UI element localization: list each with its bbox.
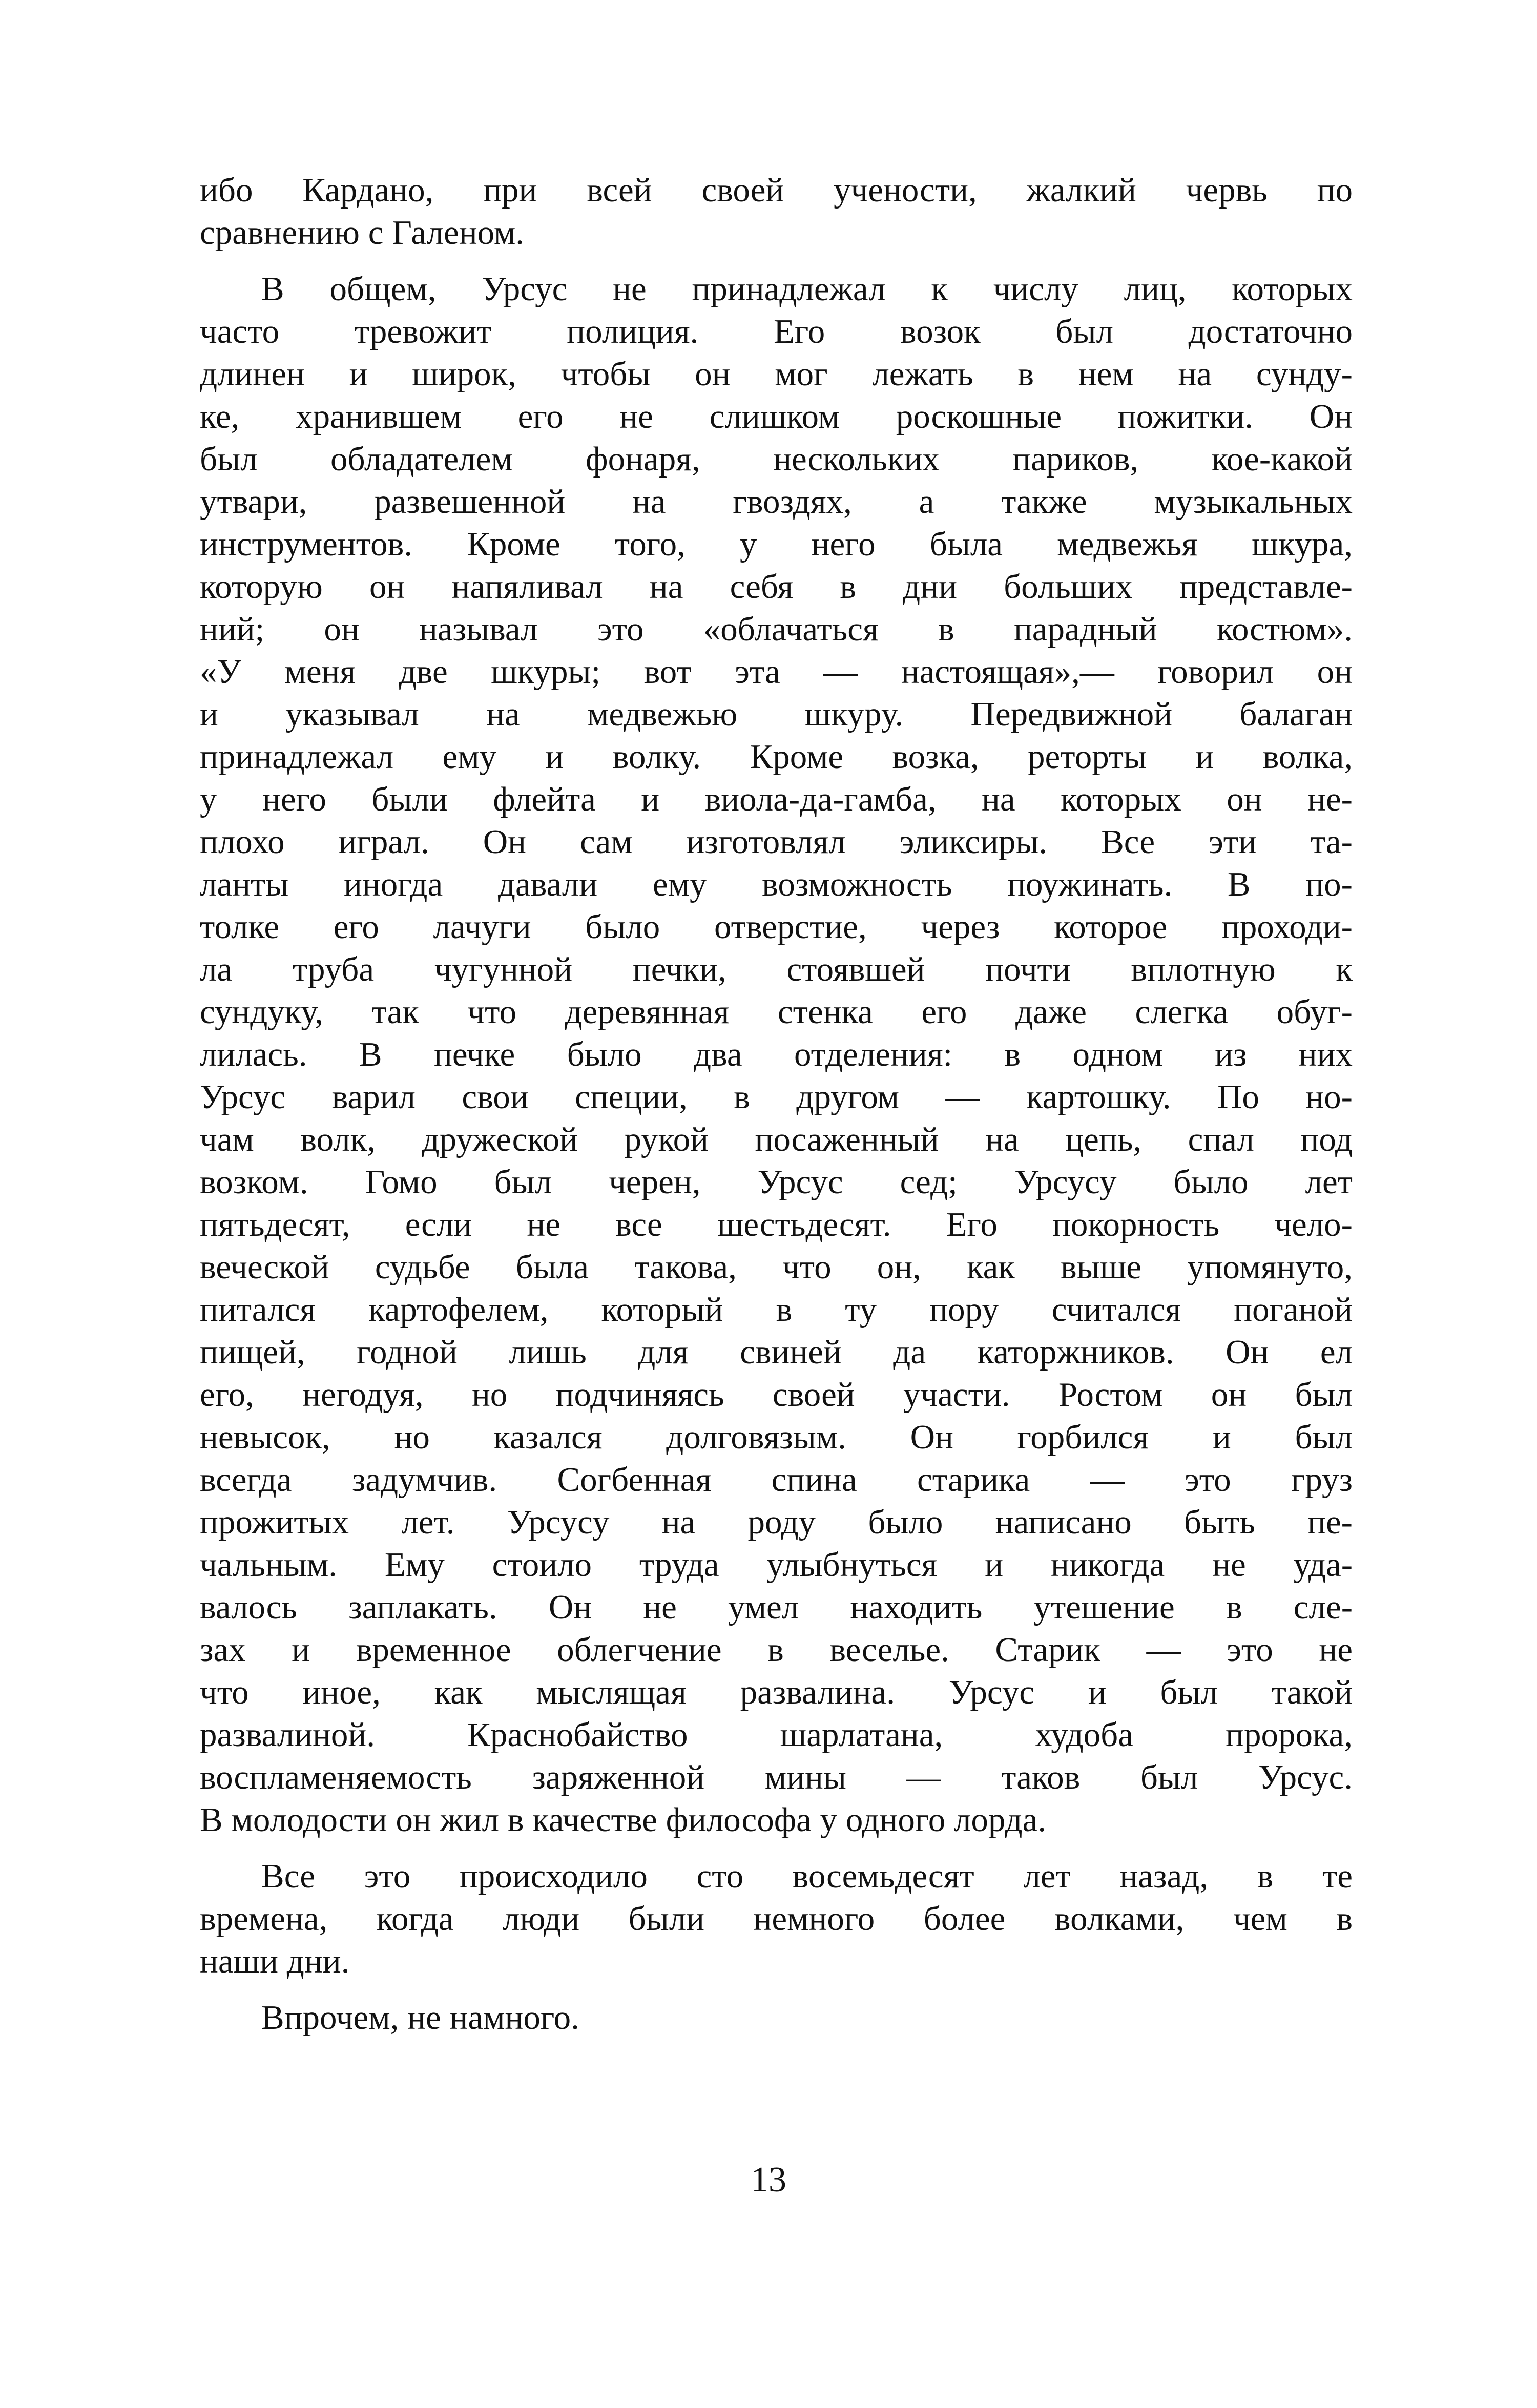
text-line: принадлежал ему и волку. Кроме возка, реторты и волка,	[200, 738, 1353, 776]
text-line: утвари, развешенной на гвоздях, а также музыкальных	[200, 483, 1353, 521]
text-line: воспламеняемость заряженной мины — таков был Урсус.	[200, 1758, 1353, 1796]
text-line: развалиной. Краснобайство шарлатана, худоба пророка,	[200, 1716, 1353, 1754]
text-line: лилась. В печке было два отделения: в одном из них	[200, 1035, 1353, 1073]
text-line: его, негодуя, но подчиняясь своей участи. Ростом он был	[200, 1376, 1353, 1414]
text-line: прожитых лет. Урсусу на роду было написано быть пе-	[200, 1503, 1353, 1541]
text-line: сундуку, так что деревянная стенка его даже слегка обуг-	[200, 993, 1353, 1031]
text-line: зах и временное облегчение в веселье. Старик — это не	[200, 1631, 1353, 1669]
text-line: ибо Кардано, при всей своей учености, жалкий червь по	[200, 171, 1353, 209]
text-line: ний; он называл это «облачаться в парадный костюм».	[200, 610, 1353, 648]
paragraph-time-period	[200, 1855, 1353, 1983]
text-line: питался картофелем, который в ту пору считался поганой	[200, 1291, 1353, 1328]
text-line: инструментов. Кроме того, у него была медвежья шкура,	[200, 525, 1353, 563]
paragraph-closing	[200, 1997, 1353, 2039]
text-line: пищей, годной лишь для свиней да каторжников. Он ел	[200, 1333, 1353, 1371]
text-line: В молодости он жил в качестве философа у одного лорда.	[200, 1801, 1047, 1839]
text-line: чам волк, дружеской рукой посаженный на цепь, спал под	[200, 1120, 1353, 1158]
text-line: Впрочем, не намного.	[261, 1999, 579, 2037]
text-line: невысок, но казался долговязым. Он горбился и был	[200, 1418, 1353, 1456]
text-line: которую он напяливал на себя в дни больших представле-	[200, 568, 1353, 606]
text-line: пятьдесят, если не все шестьдесят. Его покорность чело-	[200, 1206, 1353, 1243]
text-line: возком. Гомо был черен, Урсус сед; Урсусу было лет	[200, 1163, 1353, 1201]
page-body	[200, 169, 1353, 2039]
text-line: «У меня две шкуры; вот эта — настоящая»,— говорил он	[200, 653, 1353, 691]
text-line: времена, когда люди были немного более волками, чем в	[200, 1900, 1353, 1938]
text-line: у него были флейта и виола-да-гамба, на которых он не-	[200, 780, 1353, 818]
text-line: веческой судьбе была такова, что он, как выше упомянуто,	[200, 1248, 1353, 1286]
text-line: плохо играл. Он сам изготовлял эликсиры. Все эти та-	[200, 823, 1353, 861]
text-line: В общем, Урсус не принадлежал к числу лиц, которых	[261, 270, 1353, 308]
paragraph-continuation	[200, 169, 1353, 254]
text-line: сравнению с Галеном.	[200, 214, 524, 252]
text-line: и указывал на медвежью шкуру. Передвижной балаган	[200, 695, 1353, 733]
text-line: наши дни.	[200, 1942, 350, 1980]
text-line: чальным. Ему стоило труда улыбнуться и никогда не уда-	[200, 1546, 1353, 1584]
text-line: ла труба чугунной печки, стоявшей почти вплотную к	[200, 950, 1353, 988]
text-line: был обладателем фонаря, нескольких париков, кое-какой	[200, 440, 1353, 478]
text-line: что иное, как мыслящая развалина. Урсус и был такой	[200, 1673, 1353, 1711]
text-line: ланты иногда давали ему возможность поужинать. В по-	[200, 865, 1353, 903]
text-line: часто тревожит полиция. Его возок был достаточно	[200, 313, 1353, 350]
text-line: Урсус варил свои специи, в другом — картошку. По но-	[200, 1078, 1353, 1116]
text-line: длинен и широк, чтобы он мог лежать в нем на сунду-	[200, 355, 1353, 393]
text-line: толке его лачуги было отверстие, через которое проходи-	[200, 908, 1353, 946]
text-line: всегда задумчив. Согбенная спина старика — это груз	[200, 1461, 1353, 1499]
paragraph-ursus-description	[200, 268, 1353, 1841]
page-number: 13	[751, 2160, 786, 2199]
text-line: валось заплакать. Он не умел находить утешение в сле-	[200, 1588, 1353, 1626]
text-line: ке, хранившем его не слишком роскошные пожитки. Он	[200, 398, 1353, 435]
text-line: Все это происходило сто восемьдесят лет назад, в те	[261, 1857, 1353, 1895]
